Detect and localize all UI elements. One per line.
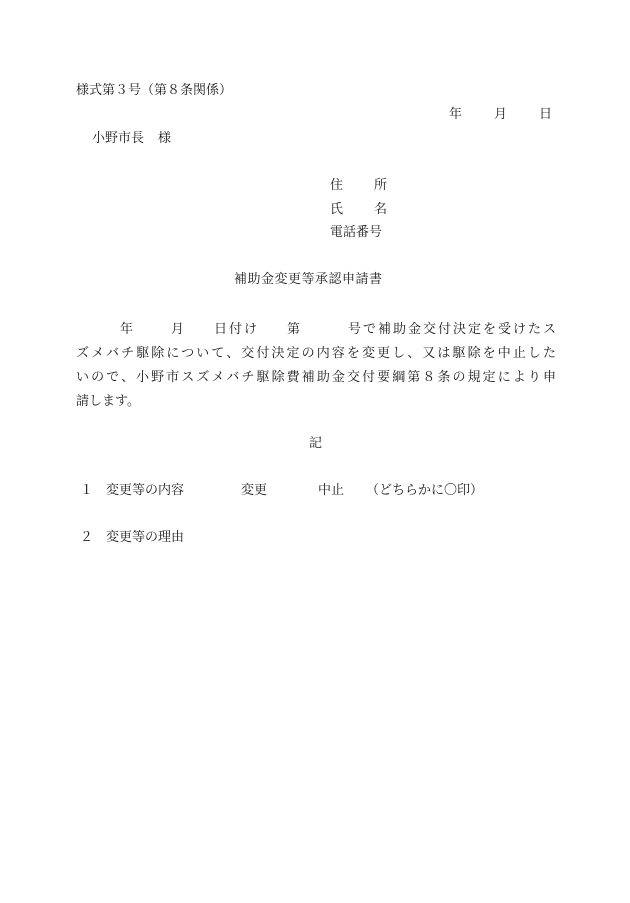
item-label: 変更等の内容	[106, 483, 185, 498]
body-line-1: 年 月 日付け 第 号で補助金交付決定を受けたス	[118, 322, 556, 337]
addressee-honorific: 様	[158, 131, 172, 146]
ki-heading: 記	[309, 436, 323, 451]
date-line	[449, 108, 552, 121]
body-line-3: いので、小野市スズメバチ駆除費補助金交付要綱第８条の規定により申	[76, 370, 556, 385]
form-number: 様式第３号（第８条関係）	[76, 83, 233, 98]
document-title: 補助金変更等承認申請書	[234, 272, 383, 287]
choice-stop[interactable]: 中止	[318, 483, 345, 498]
item-label: 変更等の理由	[106, 530, 185, 545]
date-month: 月	[494, 107, 508, 122]
date-year: 年	[449, 107, 463, 122]
addressee	[92, 132, 171, 145]
applicant-phone-label: 電話番号	[330, 225, 383, 240]
body-line-2: ズメバチ駆除について、交付決定の内容を変更し、又は駆除を中止した	[76, 346, 556, 361]
body-line-4: 請します。	[76, 394, 140, 409]
addressee-name: 小野市長	[92, 131, 145, 146]
date-day: 日	[539, 107, 553, 122]
item-change-content	[80, 484, 184, 497]
applicant-name-label: 氏 名	[330, 202, 388, 217]
choice-note: （どちらかに〇印）	[366, 483, 484, 498]
item-change-reason	[80, 531, 184, 544]
applicant-address-label: 住 所	[330, 178, 388, 193]
item-number: １	[80, 483, 94, 498]
choice-change[interactable]: 変更	[241, 483, 268, 498]
body-text	[76, 318, 556, 414]
item-number: ２	[80, 530, 94, 545]
